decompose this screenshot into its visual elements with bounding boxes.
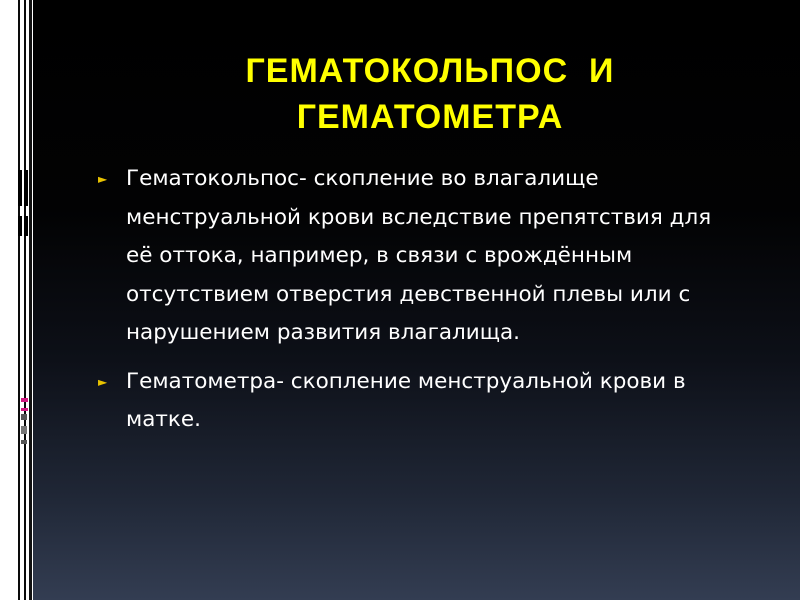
block-top-3 bbox=[18, 216, 22, 236]
triangle-bullet-icon: ► bbox=[98, 172, 108, 186]
left-decoration bbox=[0, 0, 40, 600]
block-top-4 bbox=[24, 216, 28, 236]
triangle-bullet-icon: ► bbox=[98, 374, 108, 389]
gray-block-1 bbox=[21, 414, 27, 420]
title-line-2: ГЕМАТОМЕТРА bbox=[296, 98, 564, 136]
bullet-text-hematocolpos: Гематокольпос- скопление во влагалище менструальной крови вследствие препятствия для её оттока, например, в связи с врождённым отсутствием отверстия девственной плевы или с нарушением развития влагалища. bbox=[126, 166, 712, 345]
bullet-item-hematocolpos bbox=[98, 160, 738, 353]
vertical-bar-1 bbox=[18, 0, 20, 600]
vertical-bar-2 bbox=[24, 0, 26, 600]
magenta-accent-2 bbox=[21, 408, 28, 411]
title-line-1: ГЕМАТОКОЛЬПОС И bbox=[245, 52, 615, 90]
block-top-2 bbox=[24, 170, 28, 206]
block-top-1 bbox=[18, 170, 22, 206]
bullet-list bbox=[98, 160, 738, 450]
gray-block-2 bbox=[21, 426, 27, 434]
gray-block-3 bbox=[21, 440, 27, 444]
magenta-accent-1 bbox=[21, 398, 28, 402]
bullet-item-hematometra bbox=[98, 363, 738, 440]
bullet-text-hematometra: Гематометра- скопление менструальной крови в матке. bbox=[126, 368, 686, 432]
slide-title bbox=[120, 48, 740, 140]
vertical-bar-3 bbox=[29, 0, 32, 600]
